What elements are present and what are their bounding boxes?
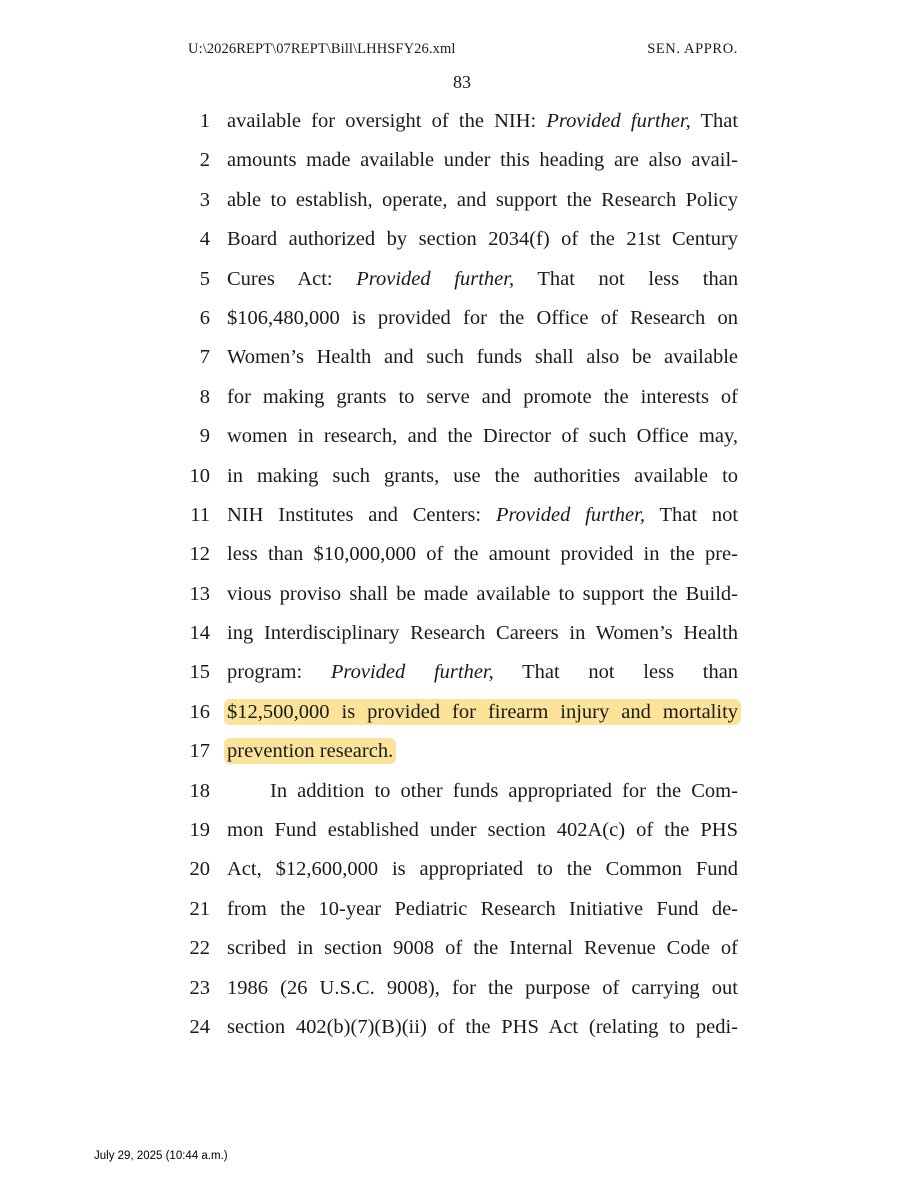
bill-line: [180, 417, 740, 456]
line-number: 4: [199, 228, 210, 251]
line-number: 20: [189, 858, 210, 881]
line-text: [227, 890, 738, 929]
line-number: 23: [189, 976, 210, 999]
line-number: 18: [189, 779, 210, 802]
line-number: 6: [199, 306, 210, 329]
text-segment: from the 10-year Pediatric Research Initiative Fund de-: [227, 897, 739, 920]
line-number: 19: [189, 819, 210, 842]
text-segment: amounts made available under this heading are also avail-: [227, 149, 738, 172]
bill-line: [180, 496, 740, 535]
bill-line: [180, 811, 740, 850]
line-text: [227, 417, 738, 456]
bill-line: [180, 850, 740, 889]
text-segment: less than $10,000,000 of the amount provided in the pre-: [227, 543, 738, 566]
text-segment: Board authorized by section 2034(f) of the 21st Century: [227, 228, 739, 251]
text-segment: for making grants to serve and promote the interests of: [227, 385, 738, 408]
line-text: [227, 850, 738, 889]
line-number: 13: [189, 582, 210, 605]
text-segment: mon Fund established under section 402A(c) of the PHS: [227, 819, 738, 842]
bill-line: [180, 575, 740, 614]
text-segment: $106,480,000 is provided for the Office of Research on: [227, 306, 738, 329]
text-segment: section 402(b)(7)(B)(ii) of the PHS Act (relating to pedi-: [227, 1015, 738, 1038]
italic-proviso-text: Provided further,: [330, 661, 494, 684]
line-number: 21: [189, 897, 210, 920]
line-number: 3: [199, 188, 210, 211]
line-text: [227, 732, 738, 771]
text-segment: In addition to other funds appropriated for the Com-: [270, 779, 738, 802]
line-text: [227, 614, 738, 653]
line-text: [227, 575, 738, 614]
line-number: 17: [189, 740, 210, 763]
line-number: 11: [190, 503, 210, 526]
text-segment: NIH Institutes and Centers:: [227, 503, 496, 526]
text-segment: ing Interdisciplinary Research Careers in Women’s Health: [227, 622, 739, 645]
text-segment: That not less than: [514, 267, 739, 290]
line-number: 15: [189, 661, 210, 684]
line-text: [227, 496, 738, 535]
text-segment: 1986 (26 U.S.C. 9008), for the purpose of carrying out: [227, 976, 738, 999]
text-segment: scribed in section 9008 of the Internal Revenue Code of: [227, 937, 739, 960]
footer-timestamp: July 29, 2025 (10:44 a.m.): [94, 1150, 228, 1162]
line-number: 14: [189, 622, 210, 645]
bill-line: [180, 260, 740, 299]
document-file-path: U:\2026REPT\07REPT\Bill\LHHSFY26.xml: [188, 41, 456, 57]
line-number: 7: [199, 346, 210, 369]
italic-proviso-text: Provided further,: [356, 267, 515, 290]
line-text: [227, 457, 738, 496]
bill-line: [180, 1008, 740, 1047]
bill-line: [180, 181, 740, 220]
text-segment: available for oversight of the NIH:: [227, 110, 547, 132]
text-segment: Women’s Health and such funds shall also be available: [227, 346, 739, 369]
bill-line: [180, 772, 740, 811]
bill-line: [180, 535, 740, 574]
page-number: 83: [453, 72, 471, 92]
text-segment: Act, $12,600,000 is appropriated to the Common Fund: [227, 858, 738, 881]
line-number: 10: [189, 464, 210, 487]
text-segment: vious proviso shall be made available to support the Build-: [227, 582, 739, 605]
text-segment: That not: [644, 503, 739, 526]
line-text: [227, 299, 738, 338]
highlighted-text: [224, 699, 741, 725]
italic-proviso-text: Provided further,: [546, 110, 691, 132]
text-segment: able to establish, operate, and support the Research Policy: [227, 188, 738, 211]
text-segment: women in research, and the Director of such Office may,: [227, 425, 739, 448]
line-text: [227, 1008, 738, 1047]
bill-line: [180, 457, 740, 496]
line-number: 9: [199, 425, 210, 448]
bill-line: [180, 378, 740, 417]
line-text: [227, 260, 738, 299]
bill-line: [180, 220, 740, 259]
line-text: [227, 378, 738, 417]
bill-line: [180, 338, 740, 377]
bill-line: [180, 929, 740, 968]
line-number: 16: [189, 700, 210, 723]
bill-line: [180, 693, 740, 732]
bill-line: [180, 653, 740, 692]
line-text: [227, 969, 738, 1008]
bill-line: [180, 732, 740, 771]
bill-text-body: [180, 102, 740, 1047]
bill-line: [180, 614, 740, 653]
text-segment: program:: [227, 661, 331, 684]
line-text: [227, 772, 738, 811]
text-segment: Cures Act:: [227, 267, 357, 290]
italic-proviso-text: Provided further,: [495, 503, 645, 526]
line-text: [227, 338, 738, 377]
bill-line: [180, 969, 740, 1008]
text-segment: $12,500,000 is provided for firearm injury and mortality: [227, 700, 739, 723]
bill-line: [180, 141, 740, 180]
bill-line: [180, 890, 740, 929]
bill-line: [180, 102, 740, 141]
line-number: 22: [189, 937, 210, 960]
text-segment: prevention research.: [227, 740, 394, 763]
line-text: [227, 141, 738, 180]
line-number: 2: [199, 149, 210, 172]
line-text: [227, 181, 738, 220]
line-text: [227, 102, 738, 141]
line-text: [227, 811, 738, 850]
line-number: 24: [189, 1015, 210, 1038]
bill-line: [180, 299, 740, 338]
line-text: [227, 693, 738, 732]
text-segment: That: [690, 110, 739, 132]
line-text: [227, 220, 738, 259]
line-text: [227, 929, 738, 968]
text-segment: in making such grants, use the authorities available to: [227, 464, 739, 487]
highlighted-text: [224, 738, 396, 764]
line-number: 8: [199, 385, 210, 408]
line-text: [227, 535, 738, 574]
committee-label: SEN. APPRO.: [647, 41, 738, 57]
line-number: 5: [199, 267, 210, 290]
line-text: [227, 653, 738, 692]
line-number: 1: [199, 110, 210, 132]
line-number: 12: [189, 543, 210, 566]
text-segment: That not less than: [493, 661, 739, 684]
